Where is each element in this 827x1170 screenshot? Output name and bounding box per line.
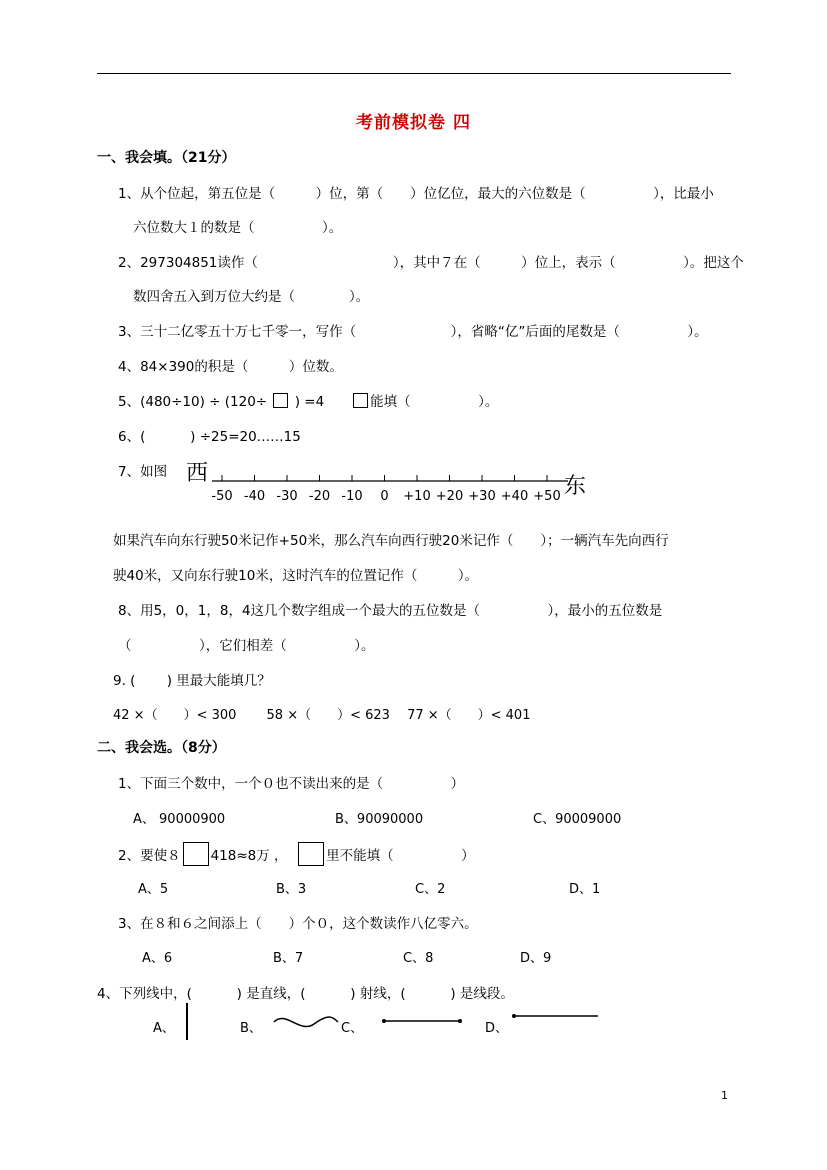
choice-2-middle: 418≈8万 ， [210, 848, 288, 864]
number-line-tick-label: -10 [341, 489, 363, 504]
answer-box[interactable] [298, 842, 324, 866]
number-line-tick-label: +10 [403, 489, 431, 504]
top-rule [97, 73, 731, 74]
question-8-line-2: （ ），它们相差（ ）。 [118, 638, 375, 654]
question-5-prefix: 5、(480÷10) ÷ (120÷ [118, 394, 272, 410]
curve-figure [272, 1012, 340, 1034]
choice-question-2 [118, 842, 475, 866]
number-line-tick-label: -20 [308, 489, 331, 504]
question-1-line-1: 1、从个位起，第五位是（ ）位，第（ ）位亿位，最大的六位数是（ ），比最小 [118, 186, 714, 202]
question-7-text-line-1: 如果汽车向东行驶50米记作+50米，那么汽车向西行驶20米记作（ ）；一辆汽车先向西行 [113, 533, 669, 549]
choice-3-option-b[interactable]: B、7 [273, 951, 304, 966]
question-4: 4、84×390的积是（ ）位数。 [118, 359, 343, 375]
ray-figure [508, 1011, 600, 1021]
question-7: 7、如图 [118, 464, 168, 480]
choice-1-option-b[interactable]: B、90090000 [335, 812, 424, 827]
choice-2-option-c[interactable]: C、2 [415, 882, 446, 897]
page-number: 1 [721, 1089, 728, 1102]
choice-2-suffix: 里不能填（ ） [326, 848, 475, 864]
choice-3-option-a[interactable]: A、6 [142, 951, 173, 966]
answer-box[interactable] [183, 842, 209, 866]
choice-1-option-a[interactable]: A、 90000900 [133, 812, 226, 827]
question-1-line-2: 六位数大１的数是（ ）。 [133, 220, 343, 236]
question-6: 6、( ) ÷25=20……15 [118, 429, 301, 445]
question-5-suffix: 能填（ ）。 [370, 394, 499, 410]
question-9: 9. ( ) 里最大能填几？ [113, 673, 271, 689]
number-line-tick-label: +50 [533, 489, 561, 504]
segment-figure [378, 1016, 466, 1026]
section-2-heading: 二、我会选。（8分） [97, 740, 226, 756]
number-line-tick-label: -40 [243, 489, 266, 504]
number-line [180, 455, 610, 507]
choice-3-option-c[interactable]: C、8 [403, 951, 434, 966]
choice-1-option-c[interactable]: C、90009000 [533, 812, 622, 827]
choice-question-3: 3、在８和６之间添上（ ）个０，这个数读作八亿零六。 [118, 916, 478, 932]
choice-2-option-a[interactable]: A、5 [138, 882, 169, 897]
answer-box[interactable] [273, 393, 288, 408]
vertical-line-figure [186, 1003, 188, 1040]
question-9-items: 42 ×（ ）< 300 58 ×（ ）< 623 77 ×（ ）< 401 [113, 708, 531, 723]
question-8-line-1: 8、用5，0，1，8，4这几个数字组成一个最大的五位数是（ ），最小的五位数是 [118, 603, 663, 619]
choice-2-option-d[interactable]: D、1 [569, 882, 601, 897]
choice-4-option-a[interactable]: A、 [153, 1021, 175, 1036]
choice-2-option-b[interactable]: B、3 [276, 882, 307, 897]
number-line-east-label: 东 [564, 474, 587, 499]
question-3: 3、三十二亿零五十万七千零一，写作（ ），省略“亿”后面的尾数是（ ）。 [118, 324, 708, 340]
number-line-tick-label: -30 [276, 489, 298, 504]
question-2-line-2: 数四舍五入到万位大约是（ ）。 [133, 289, 370, 305]
question-2-line-1: 2、297304851读作（ ），其中７在（ ）位上，表示（ ）。把这个 [118, 255, 744, 271]
number-line-tick-label: 0 [380, 489, 389, 504]
choice-4-option-b[interactable]: B、 [240, 1021, 262, 1036]
choice-question-1: 1、下面三个数中，一个０也不读出来的是（ ） [118, 776, 465, 792]
choice-3-option-d[interactable]: D、9 [520, 951, 552, 966]
section-1-heading: 一、我会填。（21分） [97, 150, 236, 166]
choice-4-option-c[interactable]: C、 [341, 1021, 364, 1036]
number-line-tick-label: +20 [435, 489, 464, 504]
choice-question-4: 4、下列线中，( ) 是直线，( ) 射线，( ) 是线段。 [97, 986, 514, 1002]
number-line-tick-label: -50 [211, 489, 233, 504]
number-line-ticks [211, 475, 560, 504]
choice-2-prefix: 2、要使８ [118, 848, 181, 864]
choice-4-option-d[interactable]: D、 [485, 1021, 509, 1036]
number-line-tick-label: +40 [500, 489, 529, 504]
number-line-west-label: 西 [186, 461, 209, 486]
question-7-text-line-2: 驶40米，又向东行驶10米，这时汽车的位置记作（ ）。 [113, 568, 479, 584]
answer-box[interactable] [353, 393, 368, 408]
page-title: 考前模拟卷 四 [356, 113, 471, 133]
question-5 [118, 390, 498, 410]
number-line-tick-label: +30 [468, 489, 496, 504]
question-5-middle: ) =4 [290, 394, 352, 410]
